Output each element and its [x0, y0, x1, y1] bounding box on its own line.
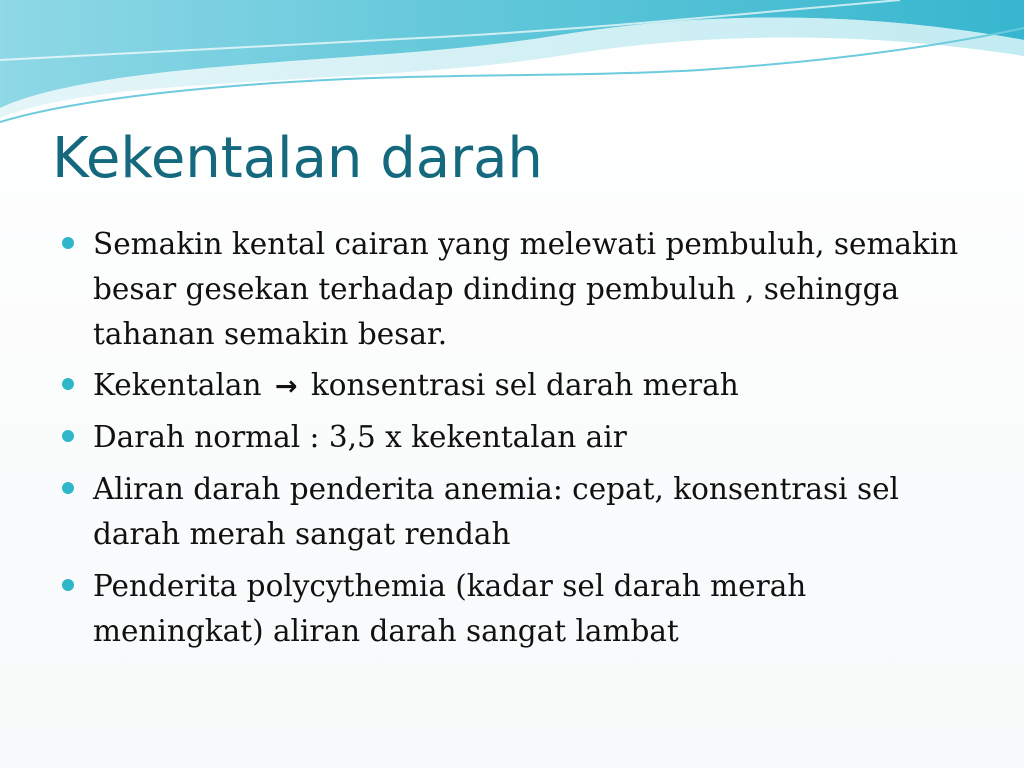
bullet-text: Aliran darah penderita anemia: cepat, konsentrasi sel darah merah sangat rendah — [93, 472, 899, 551]
bullet-list — [62, 222, 962, 660]
wave-header-decoration — [0, 0, 1024, 130]
slide-title: Kekentalan darah — [52, 126, 543, 191]
bullet-item — [62, 467, 962, 557]
bullet-text-before-arrow: Kekentalan — [93, 368, 262, 403]
bullet-dot-icon — [62, 378, 74, 390]
bullet-item — [62, 564, 962, 654]
bullet-text: Penderita polycythemia (kadar sel darah merah meningkat) aliran darah sangat lambat — [93, 568, 807, 648]
bullet-item — [62, 222, 962, 356]
bullet-text: Darah normal : 3,5 x kekentalan air — [93, 420, 627, 455]
bullet-dot-icon — [62, 430, 74, 442]
bullet-text-after-arrow: konsentrasi sel darah merah — [310, 368, 739, 403]
arrow-right-icon: → — [274, 371, 298, 403]
bullet-item — [62, 415, 962, 460]
bullet-dot-icon — [62, 482, 74, 494]
bullet-text: Semakin kental cairan yang melewati pembuluh, semakin besar gesekan terhadap dinding pembuluh , sehingga tahanan semakin besar. — [93, 227, 959, 351]
bullet-item — [62, 363, 962, 408]
bullet-dot-icon — [62, 579, 74, 591]
bullet-dot-icon — [62, 237, 74, 249]
